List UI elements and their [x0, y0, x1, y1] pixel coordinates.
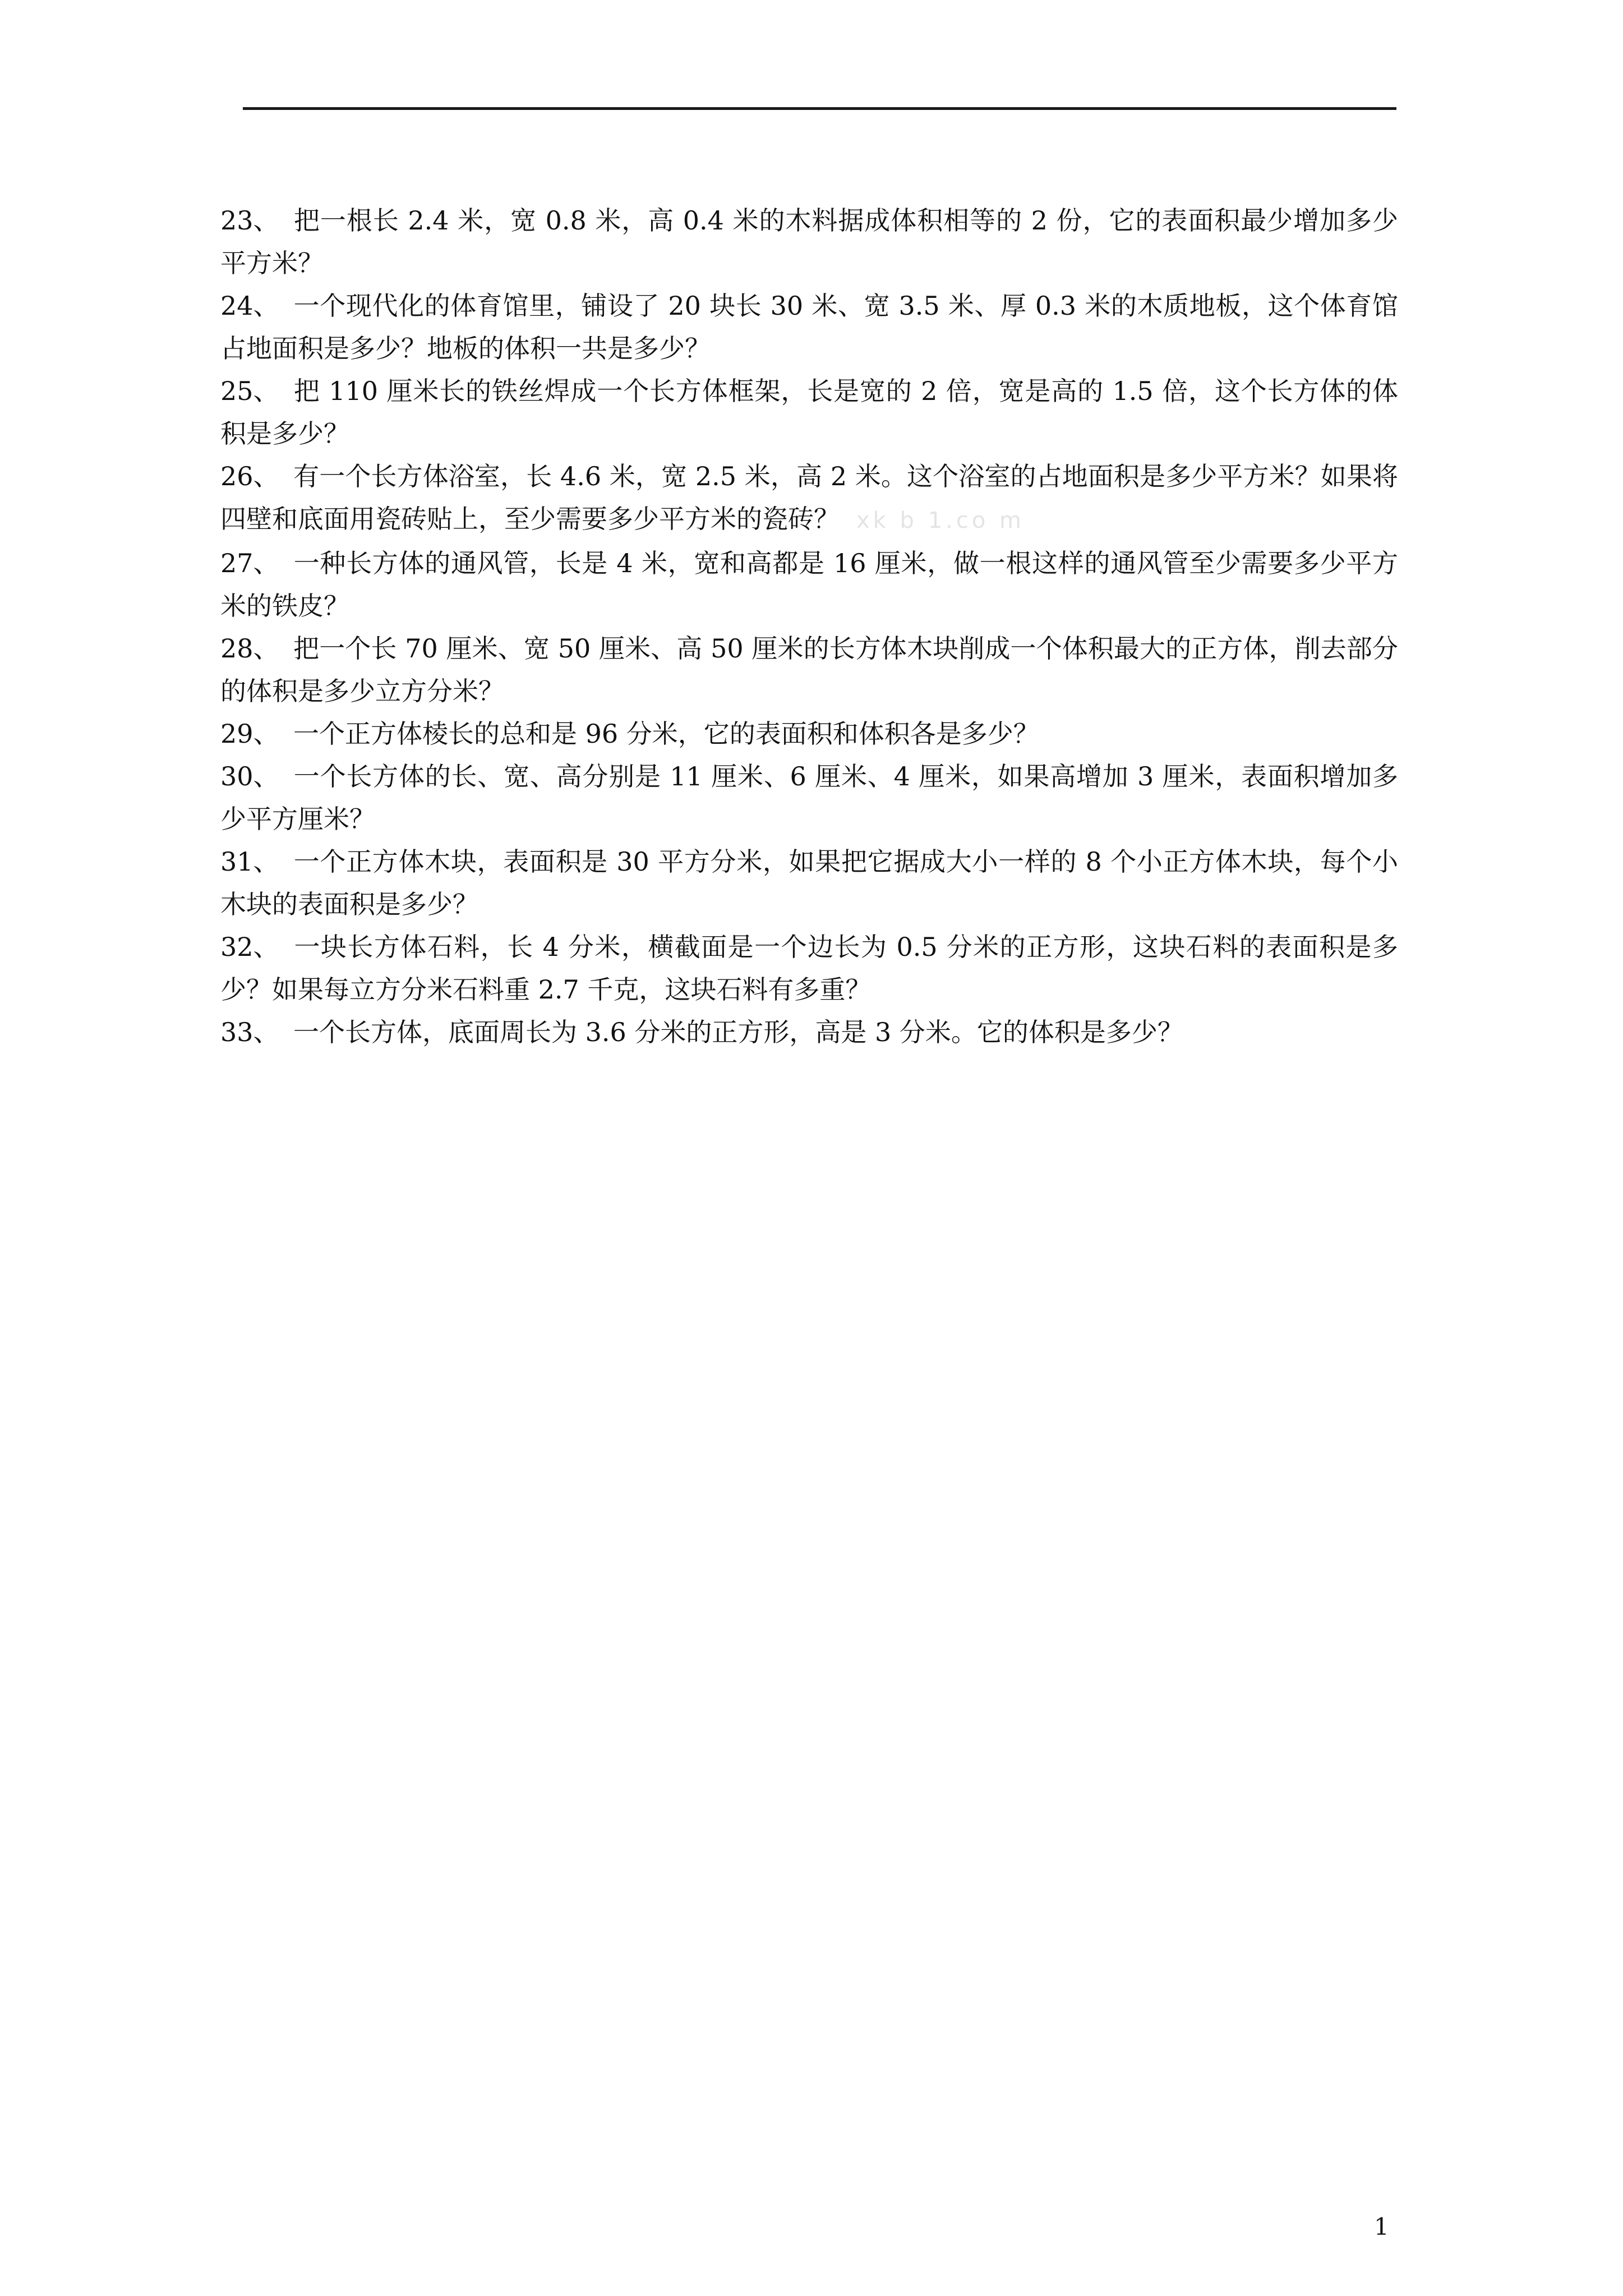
problem-list [220, 199, 1398, 1053]
problem-number: 32、 [220, 932, 279, 962]
problem-text: 把一个长 70 厘米、宽 50 厘米、高 50 厘米的长方体木块削成一个体积最大的正方体，削去部分的体积是多少立方分米？ [220, 633, 1398, 706]
problem-text: 一个长方体，底面周长为 3.6 分米的正方形，高是 3 分米。它的体积是多少？ [293, 1017, 1183, 1047]
problem-28 [220, 627, 1398, 712]
problem-number: 29、 [220, 719, 279, 749]
problem-30 [220, 755, 1398, 840]
problem-text: 一个现代化的体育馆里，铺设了 20 块长 30 米、宽 3.5 米、厚 0.3 米的木质地板，这个体育馆占地面积是多少？地板的体积一共是多少？ [220, 291, 1398, 364]
problem-29 [220, 712, 1398, 755]
problem-text: 一个长方体的长、宽、高分别是 11 厘米、6 厘米、4 厘米，如果高增加 3 厘米，表面积增加多少平方厘米？ [220, 761, 1398, 834]
problem-number: 25、 [220, 376, 279, 406]
problem-number: 28、 [220, 633, 279, 664]
problem-text: 一块长方体石料，长 4 分米，横截面是一个边长为 0.5 分米的正方形，这块石料的表面积是多少？如果每立方分米石料重 2.7 千克，这块石料有多重？ [220, 932, 1398, 1005]
problem-25 [220, 370, 1398, 455]
problem-number: 31、 [220, 846, 279, 877]
watermark: xk b 1.co m [856, 508, 1025, 533]
page-number: 1 [1374, 2213, 1389, 2240]
problem-26 [220, 455, 1398, 542]
problem-number: 24、 [220, 291, 279, 321]
header-rule [243, 107, 1396, 110]
problem-24 [220, 284, 1398, 370]
problem-number: 33、 [220, 1017, 279, 1047]
problem-number: 23、 [220, 205, 279, 236]
problem-text: 把一根长 2.4 米，宽 0.8 米，高 0.4 米的木料据成体积相等的 2 份，它的表面积最少增加多少平方米？ [220, 205, 1398, 278]
problem-text: 一种长方体的通风管，长是 4 米，宽和高都是 16 厘米，做一根这样的通风管至少需要多少平方米的铁皮？ [220, 548, 1398, 621]
problem-31 [220, 840, 1398, 926]
problem-number: 27、 [220, 548, 279, 578]
problem-32 [220, 926, 1398, 1011]
problem-text: 把 110 厘米长的铁丝焊成一个长方体框架，长是宽的 2 倍，宽是高的 1.5 倍，这个长方体的体积是多少？ [220, 376, 1398, 449]
problem-33 [220, 1011, 1398, 1053]
problem-23 [220, 199, 1398, 284]
problem-text: 有一个长方体浴室，长 4.6 米，宽 2.5 米，高 2 米。这个浴室的占地面积是多少平方米？如果将四壁和底面用瓷砖贴上，至少需要多少平方米的瓷砖？ [220, 461, 1398, 534]
problem-text: 一个正方体木块，表面积是 30 平方分米，如果把它据成大小一样的 8 个小正方体木块，每个小木块的表面积是多少？ [220, 846, 1398, 919]
problem-number: 30、 [220, 761, 279, 792]
problem-text: 一个正方体棱长的总和是 96 分米，它的表面积和体积各是多少？ [293, 719, 1039, 749]
problem-number: 26、 [220, 461, 279, 491]
problem-27 [220, 542, 1398, 627]
